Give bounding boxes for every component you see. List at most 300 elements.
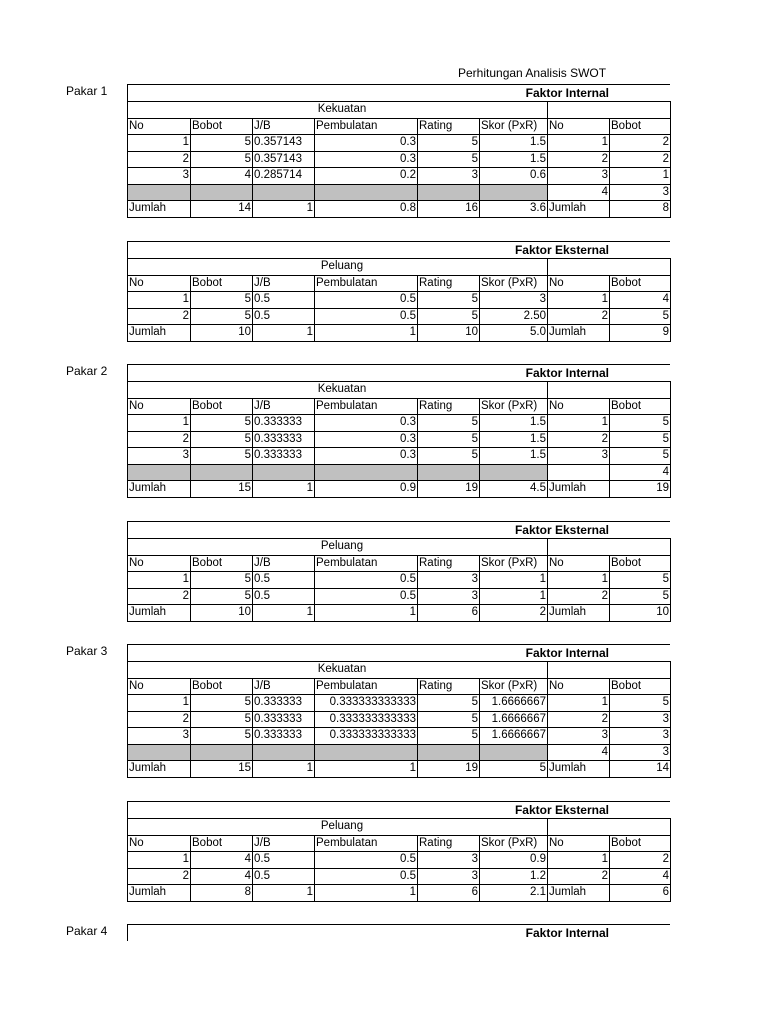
- table-cell: 1.5: [480, 431, 548, 448]
- column-header: Skor (PxR): [480, 398, 548, 415]
- table-cell: 0.5: [253, 868, 315, 885]
- section-label: Kekuatan: [128, 662, 548, 679]
- total-label: Jumlah: [128, 885, 191, 902]
- total-row: [128, 481, 671, 498]
- total-cell: 4.5: [480, 481, 548, 498]
- table-cell: 1: [548, 852, 610, 869]
- column-header: Pembulatan: [315, 555, 418, 572]
- swot-table-external: [127, 818, 671, 902]
- internal-factor-bar-label: Faktor Internal: [525, 926, 609, 940]
- header-row: [128, 275, 671, 292]
- section-label: Peluang: [128, 819, 548, 836]
- table-cell: 5: [191, 728, 253, 745]
- total-cell: 1: [315, 605, 418, 622]
- total-cell: 6: [418, 885, 480, 902]
- column-header: J/B: [253, 398, 315, 415]
- column-header: No: [548, 555, 610, 572]
- table-cell: 0.333333: [253, 431, 315, 448]
- table-cell: [418, 464, 480, 481]
- total-label: Jumlah: [128, 481, 191, 498]
- column-header: No: [548, 398, 610, 415]
- table-cell: 3: [128, 168, 191, 185]
- table-cell: 2: [128, 151, 191, 168]
- table-cell: 5: [191, 135, 253, 152]
- table-cell: [253, 744, 315, 761]
- section-label: Peluang: [128, 259, 548, 276]
- table-cell: 2: [128, 588, 191, 605]
- table-cell: 0.333333: [253, 415, 315, 432]
- table-cell: [191, 184, 253, 201]
- section-spacer: [548, 819, 671, 836]
- pakar-label: Pakar 3: [66, 644, 108, 658]
- total-cell: 3.6: [480, 201, 548, 218]
- column-header: Bobot: [610, 398, 671, 415]
- table-cell: 1: [548, 695, 610, 712]
- total-cell: 9: [610, 325, 671, 342]
- table-cell: 2: [548, 151, 610, 168]
- table-cell: 5: [191, 448, 253, 465]
- table-cell: 5: [418, 135, 480, 152]
- table-cell: 2: [548, 431, 610, 448]
- total-cell: 19: [610, 481, 671, 498]
- table-cell: 3: [418, 852, 480, 869]
- empty-row: [128, 744, 671, 761]
- table-cell: 1.5: [480, 415, 548, 432]
- total-cell: 6: [610, 885, 671, 902]
- total-label: Jumlah: [128, 201, 191, 218]
- column-header: No: [128, 275, 191, 292]
- column-header: Pembulatan: [315, 678, 418, 695]
- table-cell: 5: [191, 151, 253, 168]
- table-cell: 2: [610, 852, 671, 869]
- table-cell: 2: [548, 588, 610, 605]
- section-spacer: [548, 539, 671, 556]
- table-cell: 0.5: [253, 292, 315, 309]
- internal-factor-bar: [127, 84, 670, 101]
- table-cell: [480, 184, 548, 201]
- table-cell: 0.5: [315, 308, 418, 325]
- table-row: [128, 431, 671, 448]
- column-header: J/B: [253, 555, 315, 572]
- total-cell: 10: [418, 325, 480, 342]
- swot-table-external: [127, 258, 671, 342]
- column-header: Bobot: [191, 398, 253, 415]
- table-cell: 3: [418, 868, 480, 885]
- external-factor-bar: [127, 241, 670, 258]
- table-cell: 3: [128, 728, 191, 745]
- total-cell: 10: [191, 605, 253, 622]
- total-cell: 1: [253, 201, 315, 218]
- total-cell: 16: [418, 201, 480, 218]
- table-cell: 5: [418, 151, 480, 168]
- table-cell: 5: [610, 308, 671, 325]
- total-cell: 2.1: [480, 885, 548, 902]
- table-row: [128, 168, 671, 185]
- external-factor-bar-label: Faktor Eksternal: [514, 523, 609, 537]
- table-cell: [253, 184, 315, 201]
- external-factor-bar: [127, 521, 670, 538]
- column-header: Bobot: [610, 678, 671, 695]
- table-cell: 0.333333333333: [315, 695, 418, 712]
- table-cell: 5: [191, 695, 253, 712]
- table-cell: 2: [548, 308, 610, 325]
- total-cell: 14: [191, 201, 253, 218]
- table-cell: 4: [548, 744, 610, 761]
- total-label: Jumlah: [548, 201, 610, 218]
- table-cell: 2: [128, 308, 191, 325]
- external-factor-bar: [127, 801, 670, 818]
- total-cell: 8: [610, 201, 671, 218]
- total-cell: 1: [315, 761, 418, 778]
- total-cell: 1: [253, 605, 315, 622]
- total-cell: 15: [191, 761, 253, 778]
- section-spacer: [548, 382, 671, 399]
- table-cell: 5: [418, 308, 480, 325]
- table-row: [128, 868, 671, 885]
- table-cell: 2: [548, 868, 610, 885]
- table-cell: 1: [128, 852, 191, 869]
- table-cell: 0.3: [315, 415, 418, 432]
- table-cell: 0.5: [315, 852, 418, 869]
- total-cell: 1: [253, 481, 315, 498]
- table-cell: 3: [610, 184, 671, 201]
- total-cell: 19: [418, 481, 480, 498]
- table-cell: 5: [418, 292, 480, 309]
- table-cell: [315, 744, 418, 761]
- table-cell: 0.3: [315, 135, 418, 152]
- column-header: Bobot: [191, 118, 253, 135]
- table-cell: 1: [128, 292, 191, 309]
- table-cell: [253, 464, 315, 481]
- total-label: Jumlah: [548, 605, 610, 622]
- table-row: [128, 448, 671, 465]
- table-cell: 5: [191, 415, 253, 432]
- table-cell: 0.3: [315, 448, 418, 465]
- table-cell: 0.5: [315, 868, 418, 885]
- section-row: [128, 819, 671, 836]
- column-header: Bobot: [610, 835, 671, 852]
- column-header: No: [128, 678, 191, 695]
- table-cell: 1.6666667: [480, 728, 548, 745]
- total-row: [128, 761, 671, 778]
- table-row: [128, 135, 671, 152]
- external-factor-bar-label: Faktor Eksternal: [514, 803, 609, 817]
- column-header: No: [128, 398, 191, 415]
- table-cell: 5: [610, 448, 671, 465]
- section-label: Peluang: [128, 539, 548, 556]
- table-cell: 0.5: [253, 588, 315, 605]
- table-cell: 1: [128, 572, 191, 589]
- table-cell: 5: [418, 431, 480, 448]
- section-label: Kekuatan: [128, 382, 548, 399]
- table-cell: 4: [191, 852, 253, 869]
- table-cell: 0.357143: [253, 151, 315, 168]
- column-header: Pembulatan: [315, 118, 418, 135]
- pakar-label: Pakar 4: [66, 924, 108, 938]
- total-label: Jumlah: [548, 761, 610, 778]
- column-header: Rating: [418, 118, 480, 135]
- table-cell: 0.5: [315, 572, 418, 589]
- internal-factor-bar: [127, 924, 670, 941]
- column-header: J/B: [253, 678, 315, 695]
- internal-factor-bar: [127, 644, 670, 661]
- table-row: [128, 695, 671, 712]
- table-cell: 1.6666667: [480, 695, 548, 712]
- swot-table-internal: [127, 101, 671, 218]
- table-cell: [128, 744, 191, 761]
- table-cell: 2: [128, 711, 191, 728]
- column-header: J/B: [253, 118, 315, 135]
- total-label: Jumlah: [548, 325, 610, 342]
- header-row: [128, 118, 671, 135]
- table-cell: 3: [610, 711, 671, 728]
- table-cell: 5: [191, 711, 253, 728]
- table-cell: 4: [610, 464, 671, 481]
- table-cell: 5: [418, 728, 480, 745]
- document-title: Perhitungan Analisis SWOT: [458, 66, 607, 80]
- internal-factor-bar-label: Faktor Internal: [525, 86, 609, 100]
- total-cell: 1: [253, 325, 315, 342]
- column-header: Bobot: [610, 555, 671, 572]
- column-header: Pembulatan: [315, 275, 418, 292]
- table-cell: 5: [610, 695, 671, 712]
- table-cell: [191, 744, 253, 761]
- column-header: No: [548, 835, 610, 852]
- table-cell: 1.5: [480, 151, 548, 168]
- table-cell: 2: [128, 431, 191, 448]
- column-header: Bobot: [191, 678, 253, 695]
- table-row: [128, 292, 671, 309]
- table-cell: [128, 464, 191, 481]
- empty-row: [128, 464, 671, 481]
- table-cell: 0.5: [315, 292, 418, 309]
- table-cell: 1.5: [480, 448, 548, 465]
- table-cell: 4: [610, 292, 671, 309]
- swot-table-internal: [127, 381, 671, 498]
- column-header: Rating: [418, 555, 480, 572]
- total-cell: 0.9: [315, 481, 418, 498]
- total-cell: 19: [418, 761, 480, 778]
- total-label: Jumlah: [128, 325, 191, 342]
- table-cell: 0.5: [253, 308, 315, 325]
- column-header: Skor (PxR): [480, 835, 548, 852]
- table-cell: 5: [418, 415, 480, 432]
- table-cell: 3: [480, 292, 548, 309]
- column-header: Rating: [418, 398, 480, 415]
- total-cell: 0.8: [315, 201, 418, 218]
- table-row: [128, 588, 671, 605]
- total-cell: 1: [253, 761, 315, 778]
- table-cell: 3: [128, 448, 191, 465]
- total-cell: 2: [480, 605, 548, 622]
- table-cell: 1.6666667: [480, 711, 548, 728]
- table-cell: 1: [128, 695, 191, 712]
- table-cell: 5: [191, 572, 253, 589]
- table-cell: 0.285714: [253, 168, 315, 185]
- table-row: [128, 415, 671, 432]
- table-cell: 2.50: [480, 308, 548, 325]
- column-header: No: [548, 118, 610, 135]
- internal-factor-bar-label: Faktor Internal: [525, 366, 609, 380]
- total-cell: 10: [610, 605, 671, 622]
- table-cell: 0.5: [253, 572, 315, 589]
- table-cell: 1: [128, 415, 191, 432]
- table-cell: 1.2: [480, 868, 548, 885]
- table-cell: 5: [191, 431, 253, 448]
- column-header: Skor (PxR): [480, 118, 548, 135]
- table-cell: 0.5: [253, 852, 315, 869]
- column-header: Skor (PxR): [480, 275, 548, 292]
- table-cell: 1: [548, 415, 610, 432]
- table-cell: 5: [418, 695, 480, 712]
- total-row: [128, 325, 671, 342]
- table-cell: 1: [480, 572, 548, 589]
- section-row: [128, 102, 671, 119]
- column-header: No: [128, 118, 191, 135]
- table-cell: 5: [610, 572, 671, 589]
- column-header: No: [128, 555, 191, 572]
- table-cell: 4: [548, 184, 610, 201]
- column-header: Pembulatan: [315, 835, 418, 852]
- table-cell: 5: [418, 448, 480, 465]
- table-cell: [315, 184, 418, 201]
- table-cell: 0.333333333333: [315, 728, 418, 745]
- table-row: [128, 728, 671, 745]
- internal-factor-bar: [127, 364, 670, 381]
- table-cell: [418, 184, 480, 201]
- external-factor-bar-label: Faktor Eksternal: [514, 243, 609, 257]
- table-cell: 0.5: [315, 588, 418, 605]
- table-cell: 5: [418, 711, 480, 728]
- table-row: [128, 711, 671, 728]
- section-row: [128, 259, 671, 276]
- header-row: [128, 678, 671, 695]
- total-cell: 8: [191, 885, 253, 902]
- table-cell: [548, 464, 610, 481]
- table-cell: 4: [610, 868, 671, 885]
- total-label: Jumlah: [548, 885, 610, 902]
- section-row: [128, 382, 671, 399]
- table-cell: 2: [610, 151, 671, 168]
- total-cell: 6: [418, 605, 480, 622]
- table-cell: 1: [128, 135, 191, 152]
- table-cell: 1: [548, 292, 610, 309]
- column-header: Pembulatan: [315, 398, 418, 415]
- table-cell: [315, 464, 418, 481]
- total-row: [128, 605, 671, 622]
- total-cell: 5: [480, 761, 548, 778]
- table-cell: 0.3: [315, 151, 418, 168]
- total-row: [128, 201, 671, 218]
- section-spacer: [548, 102, 671, 119]
- total-cell: 5.0: [480, 325, 548, 342]
- table-cell: 2: [548, 711, 610, 728]
- total-cell: 14: [610, 761, 671, 778]
- table-row: [128, 308, 671, 325]
- column-header: Skor (PxR): [480, 555, 548, 572]
- column-header: Bobot: [191, 835, 253, 852]
- table-cell: 0.3: [315, 431, 418, 448]
- table-cell: 5: [610, 415, 671, 432]
- total-cell: 15: [191, 481, 253, 498]
- table-cell: 0.333333: [253, 728, 315, 745]
- table-cell: 3: [548, 448, 610, 465]
- table-cell: 4: [191, 868, 253, 885]
- table-cell: [128, 184, 191, 201]
- table-cell: 0.333333: [253, 448, 315, 465]
- column-header: No: [548, 275, 610, 292]
- total-cell: 1: [315, 325, 418, 342]
- column-header: No: [128, 835, 191, 852]
- table-cell: 1.5: [480, 135, 548, 152]
- header-row: [128, 398, 671, 415]
- pakar-label: Pakar 1: [66, 84, 108, 98]
- column-header: J/B: [253, 275, 315, 292]
- table-row: [128, 572, 671, 589]
- total-cell: 1: [253, 885, 315, 902]
- table-cell: 3: [548, 168, 610, 185]
- column-header: Rating: [418, 835, 480, 852]
- column-header: Rating: [418, 275, 480, 292]
- table-cell: 3: [418, 572, 480, 589]
- table-cell: [480, 744, 548, 761]
- table-cell: 0.9: [480, 852, 548, 869]
- column-header: Bobot: [610, 275, 671, 292]
- total-label: Jumlah: [128, 605, 191, 622]
- table-cell: 0.357143: [253, 135, 315, 152]
- internal-factor-bar-label: Faktor Internal: [525, 646, 609, 660]
- column-header: Bobot: [191, 275, 253, 292]
- column-header: Bobot: [610, 118, 671, 135]
- header-row: [128, 835, 671, 852]
- empty-row: [128, 184, 671, 201]
- table-cell: [418, 744, 480, 761]
- table-cell: 0.6: [480, 168, 548, 185]
- section-spacer: [548, 662, 671, 679]
- column-header: No: [548, 678, 610, 695]
- table-cell: 1: [548, 572, 610, 589]
- header-row: [128, 555, 671, 572]
- table-cell: 1: [480, 588, 548, 605]
- table-cell: 0.333333333333: [315, 711, 418, 728]
- total-cell: 1: [315, 885, 418, 902]
- table-cell: 5: [191, 308, 253, 325]
- table-row: [128, 151, 671, 168]
- column-header: Skor (PxR): [480, 678, 548, 695]
- section-spacer: [548, 259, 671, 276]
- table-cell: 2: [610, 135, 671, 152]
- section-row: [128, 662, 671, 679]
- total-row: [128, 885, 671, 902]
- table-cell: 3: [548, 728, 610, 745]
- table-cell: 3: [418, 168, 480, 185]
- table-cell: 4: [191, 168, 253, 185]
- table-cell: 5: [610, 588, 671, 605]
- section-row: [128, 539, 671, 556]
- column-header: Rating: [418, 678, 480, 695]
- table-cell: 0.2: [315, 168, 418, 185]
- table-row: [128, 852, 671, 869]
- total-cell: 10: [191, 325, 253, 342]
- table-cell: 0.333333: [253, 711, 315, 728]
- section-label: Kekuatan: [128, 102, 548, 119]
- total-label: Jumlah: [128, 761, 191, 778]
- column-header: Bobot: [191, 555, 253, 572]
- pakar-label: Pakar 2: [66, 364, 108, 378]
- table-cell: [191, 464, 253, 481]
- table-cell: 3: [418, 588, 480, 605]
- table-cell: 2: [128, 868, 191, 885]
